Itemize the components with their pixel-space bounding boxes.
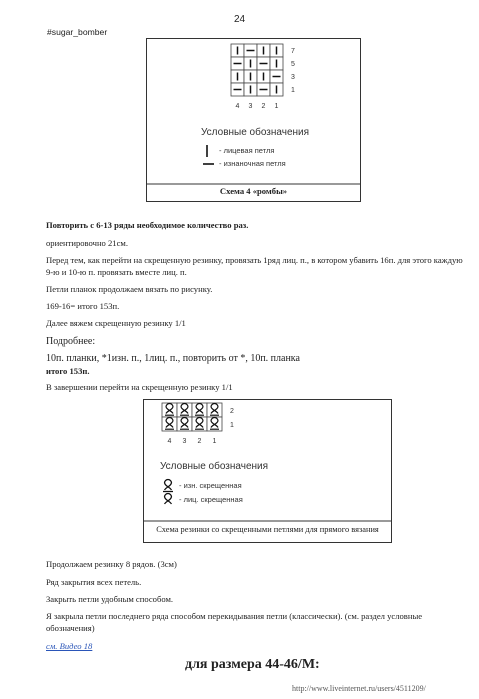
diamond-chart-col-numbers	[236, 103, 279, 110]
rib-legend-title: Условные обозначения	[160, 461, 269, 472]
rib-chart-caption: Схема резинки со скрещенными петлями для прямого вязания	[156, 525, 379, 534]
size-heading: для размера 44-46/М:	[185, 657, 320, 672]
watermark-url: http://www.liveinternet.ru/users/4511209/	[292, 684, 426, 693]
row-number: 7	[291, 48, 295, 55]
rib-chart-col-numbers	[168, 438, 217, 445]
stitch-total: 169-16= итого 153п.	[46, 301, 120, 311]
legend-title: Условные обозначения	[201, 127, 310, 138]
video-link[interactable]: см. Видео 18	[46, 641, 93, 651]
col-number: 1	[274, 103, 279, 110]
placket-paragraph: Петли планок продолжаем вязать по рисунку.	[46, 284, 213, 294]
approx-length: ориентировочно 21см.	[46, 238, 128, 248]
col-number: 4	[235, 103, 240, 110]
diamond-chart-grid	[231, 44, 283, 96]
rib-col-number: 1	[212, 438, 217, 445]
page-number: 24	[233, 14, 246, 25]
details-line: 10п. планки, *1изн. п., 1лиц. п., повторить от *, 10п. планка	[46, 353, 300, 364]
rib-col-number: 4	[167, 438, 172, 445]
repeat-instruction: Повторить с 6-13 ряды необходимое количество раз.	[46, 220, 249, 230]
details-label: Подробнее:	[46, 336, 96, 347]
bindoff-note: Я закрыла петли последнего ряда способом перекидывания петли (классически). (см. раздел условные обозначения)	[46, 611, 423, 633]
rib-col-number: 3	[182, 438, 187, 445]
legend-purl-label: - изнаночная петля	[219, 159, 286, 168]
details-total: итого 153п.	[46, 366, 90, 376]
diamond-chart	[147, 39, 360, 201]
col-number: 3	[248, 103, 253, 110]
bindoff-row: Ряд закрытия всех петель.	[46, 577, 142, 587]
continue-rib: Продолжаем резинку 8 рядов. (3см)	[46, 559, 177, 569]
rib-col-number: 2	[197, 438, 202, 445]
rib-row-number: 2	[230, 408, 234, 415]
row-number: 1	[291, 87, 295, 94]
row-number: 3	[291, 74, 295, 81]
page-tag: #sugar_bomber	[47, 27, 108, 37]
rib-legend-knit-label: - лиц. скрещенная	[179, 495, 243, 504]
col-number: 2	[261, 103, 266, 110]
next-rib: Далее вяжем скрещенную резинку 1/1	[46, 318, 186, 328]
bindoff-method: Закрыть петли удобным способом.	[46, 594, 174, 604]
knit-twisted-icon	[165, 494, 172, 505]
chart-caption: Схема 4 «ромбы»	[219, 186, 288, 196]
rib-legend-purl-label: - изн. скрещенная	[179, 481, 242, 490]
rib-row-number: 1	[230, 422, 234, 429]
diamond-chart-box	[146, 38, 361, 202]
rib-chart-grid	[162, 403, 222, 431]
finish-paragraph: В завершении перейти на скрещенную резинку 1/1	[46, 382, 233, 392]
legend-knit-label: - лицевая петля	[219, 146, 275, 155]
rib-chart-box	[143, 399, 392, 543]
row-number: 5	[291, 61, 295, 68]
rib-chart-row-numbers	[230, 408, 234, 429]
diamond-chart-row-numbers	[291, 48, 295, 94]
before-rib-paragraph: Перед тем, как перейти на скрещенную резинку, провязать 1ряд лиц. п., в котором убавить 16п. для этого каждую 9-ю и 10-ю п. провязать вместе лиц. п.	[46, 255, 463, 277]
purl-twisted-icon	[163, 480, 173, 492]
